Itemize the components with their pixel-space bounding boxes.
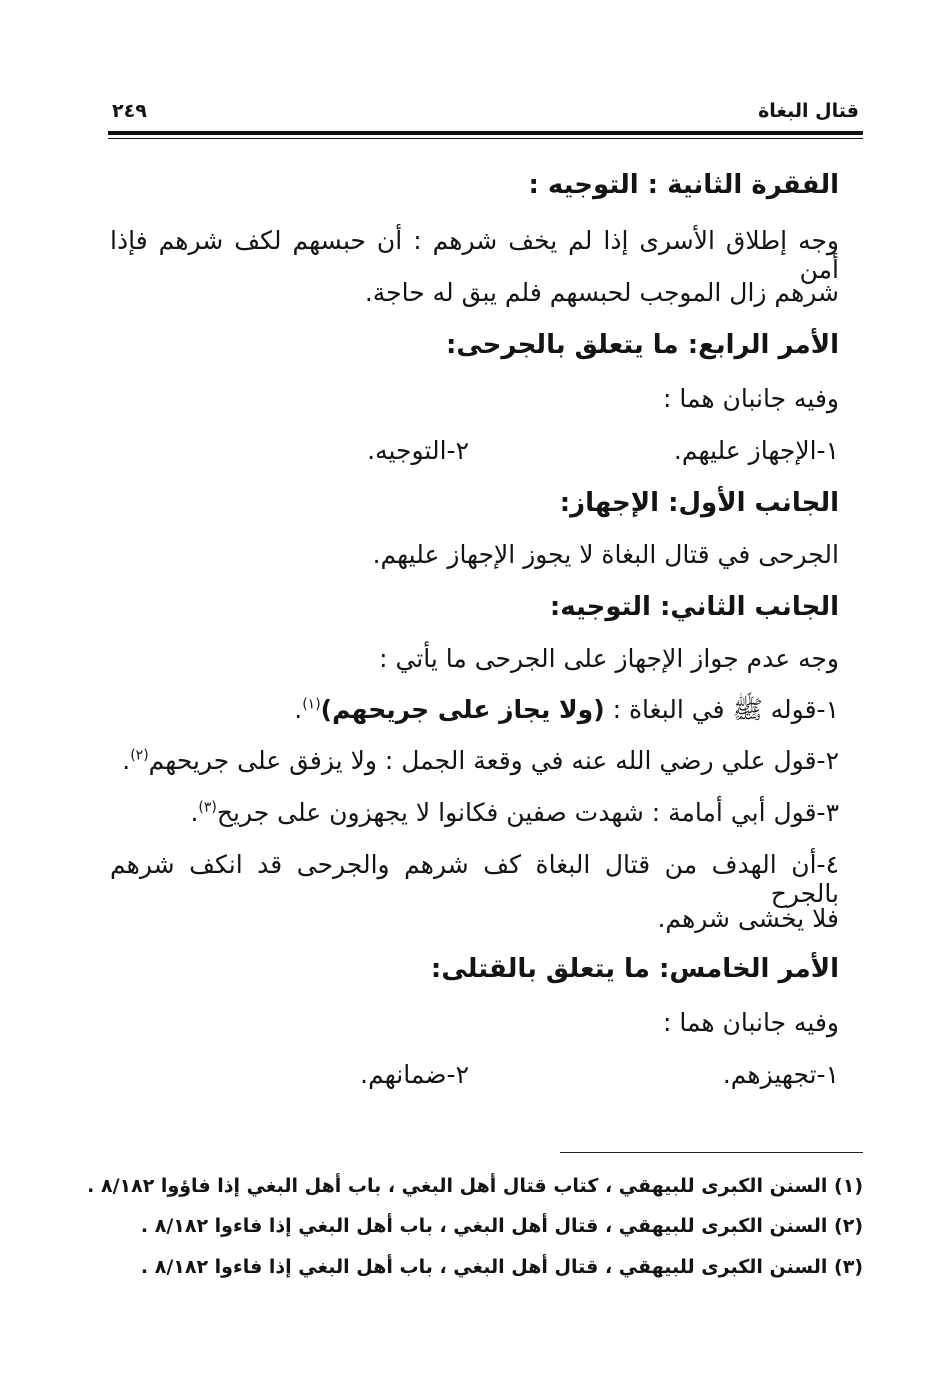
footnote-ref[interactable]: (٣) [198,799,217,816]
item-end: . [294,695,303,724]
list-item: ١-الإجهاز عليهم. [673,436,839,465]
header-rule-thick [108,131,863,135]
footnote-ref[interactable]: (١) [302,696,321,713]
heading-faqra-2: الفقرة الثانية : التوجيه : [528,170,839,200]
footnote-rule [560,1152,863,1153]
paragraph-line: وجه إطلاق الأسرى إذا لم يخف شرهم : أن حبسهم لكف شرهم فإذا أمن [110,226,839,284]
list-item [122,746,839,775]
paragraph-line: الجرحى في قتال البغاة لا يجوز الإجهاز عليهم. [372,540,839,569]
item-text: ٢-قول علي رضي الله عنه في وقعة الجمل : ولا يزفق على جريحهم [148,746,839,775]
list-item: ٤-أن الهدف من قتال البغاة كف شرهم والجرحى قد انكف شرهم بالجرح [110,850,839,908]
heading-janib-2: الجانب الثاني: التوجيه: [549,592,839,622]
list-item: ٢-التوجيه. [367,436,469,465]
item-text: ١-قوله ﷺ في البغاة : [604,695,839,724]
heading-amr-5: الأمر الخامس: ما يتعلق بالقتلى: [430,954,839,984]
footnote: (١) السنن الكبرى للبيهقي ، كتاب قتال أهل البغي ، باب أهل البغي إذا فاؤوا ٨/١٨٢ . [87,1175,863,1197]
list-item [190,798,839,827]
heading-janib-1: الجانب الأول: الإجهاز: [559,488,839,518]
header-rule-thin [108,138,863,139]
list-item: ١-تجهيزهم. [722,1060,839,1089]
list-item: ٢-ضمانهم. [360,1060,469,1089]
running-header-title: قتال البغاة [758,100,859,122]
paragraph-line: وفيه جانبان هما : [662,384,839,413]
footnote-ref[interactable]: (٢) [130,747,149,764]
paragraph-line: شرهم زال الموجب لحبسهم فلم يبق له حاجة. [364,278,839,307]
item-text: ٣-قول أبي أمامة : شهدت صفين فكانوا لا يجهزون على جريح [216,798,839,827]
footnote: (٣) السنن الكبرى للبيهقي ، قتال أهل البغي ، باب أهل البغي إذا فاءوا ٨/١٨٢ . [140,1256,863,1278]
heading-amr-4: الأمر الرابع: ما يتعلق بالجرحى: [445,330,839,360]
item-end: . [122,746,131,775]
item-end: . [190,798,199,827]
footnote: (٢) السنن الكبرى للبيهقي ، قتال أهل البغي ، باب أهل البغي إذا فاءوا ٨/١٨٢ . [140,1215,863,1237]
paragraph-line: وفيه جانبان هما : [662,1008,839,1037]
paragraph-line: فلا يخشى شرهم. [657,904,839,933]
hadith-quote: (ولا يجاز على جريحهم) [320,695,605,724]
paragraph-line: وجه عدم جواز الإجهاز على الجرحى ما يأتي : [379,644,839,673]
page-number: ٢٤٩ [112,100,147,122]
list-item [294,694,839,731]
